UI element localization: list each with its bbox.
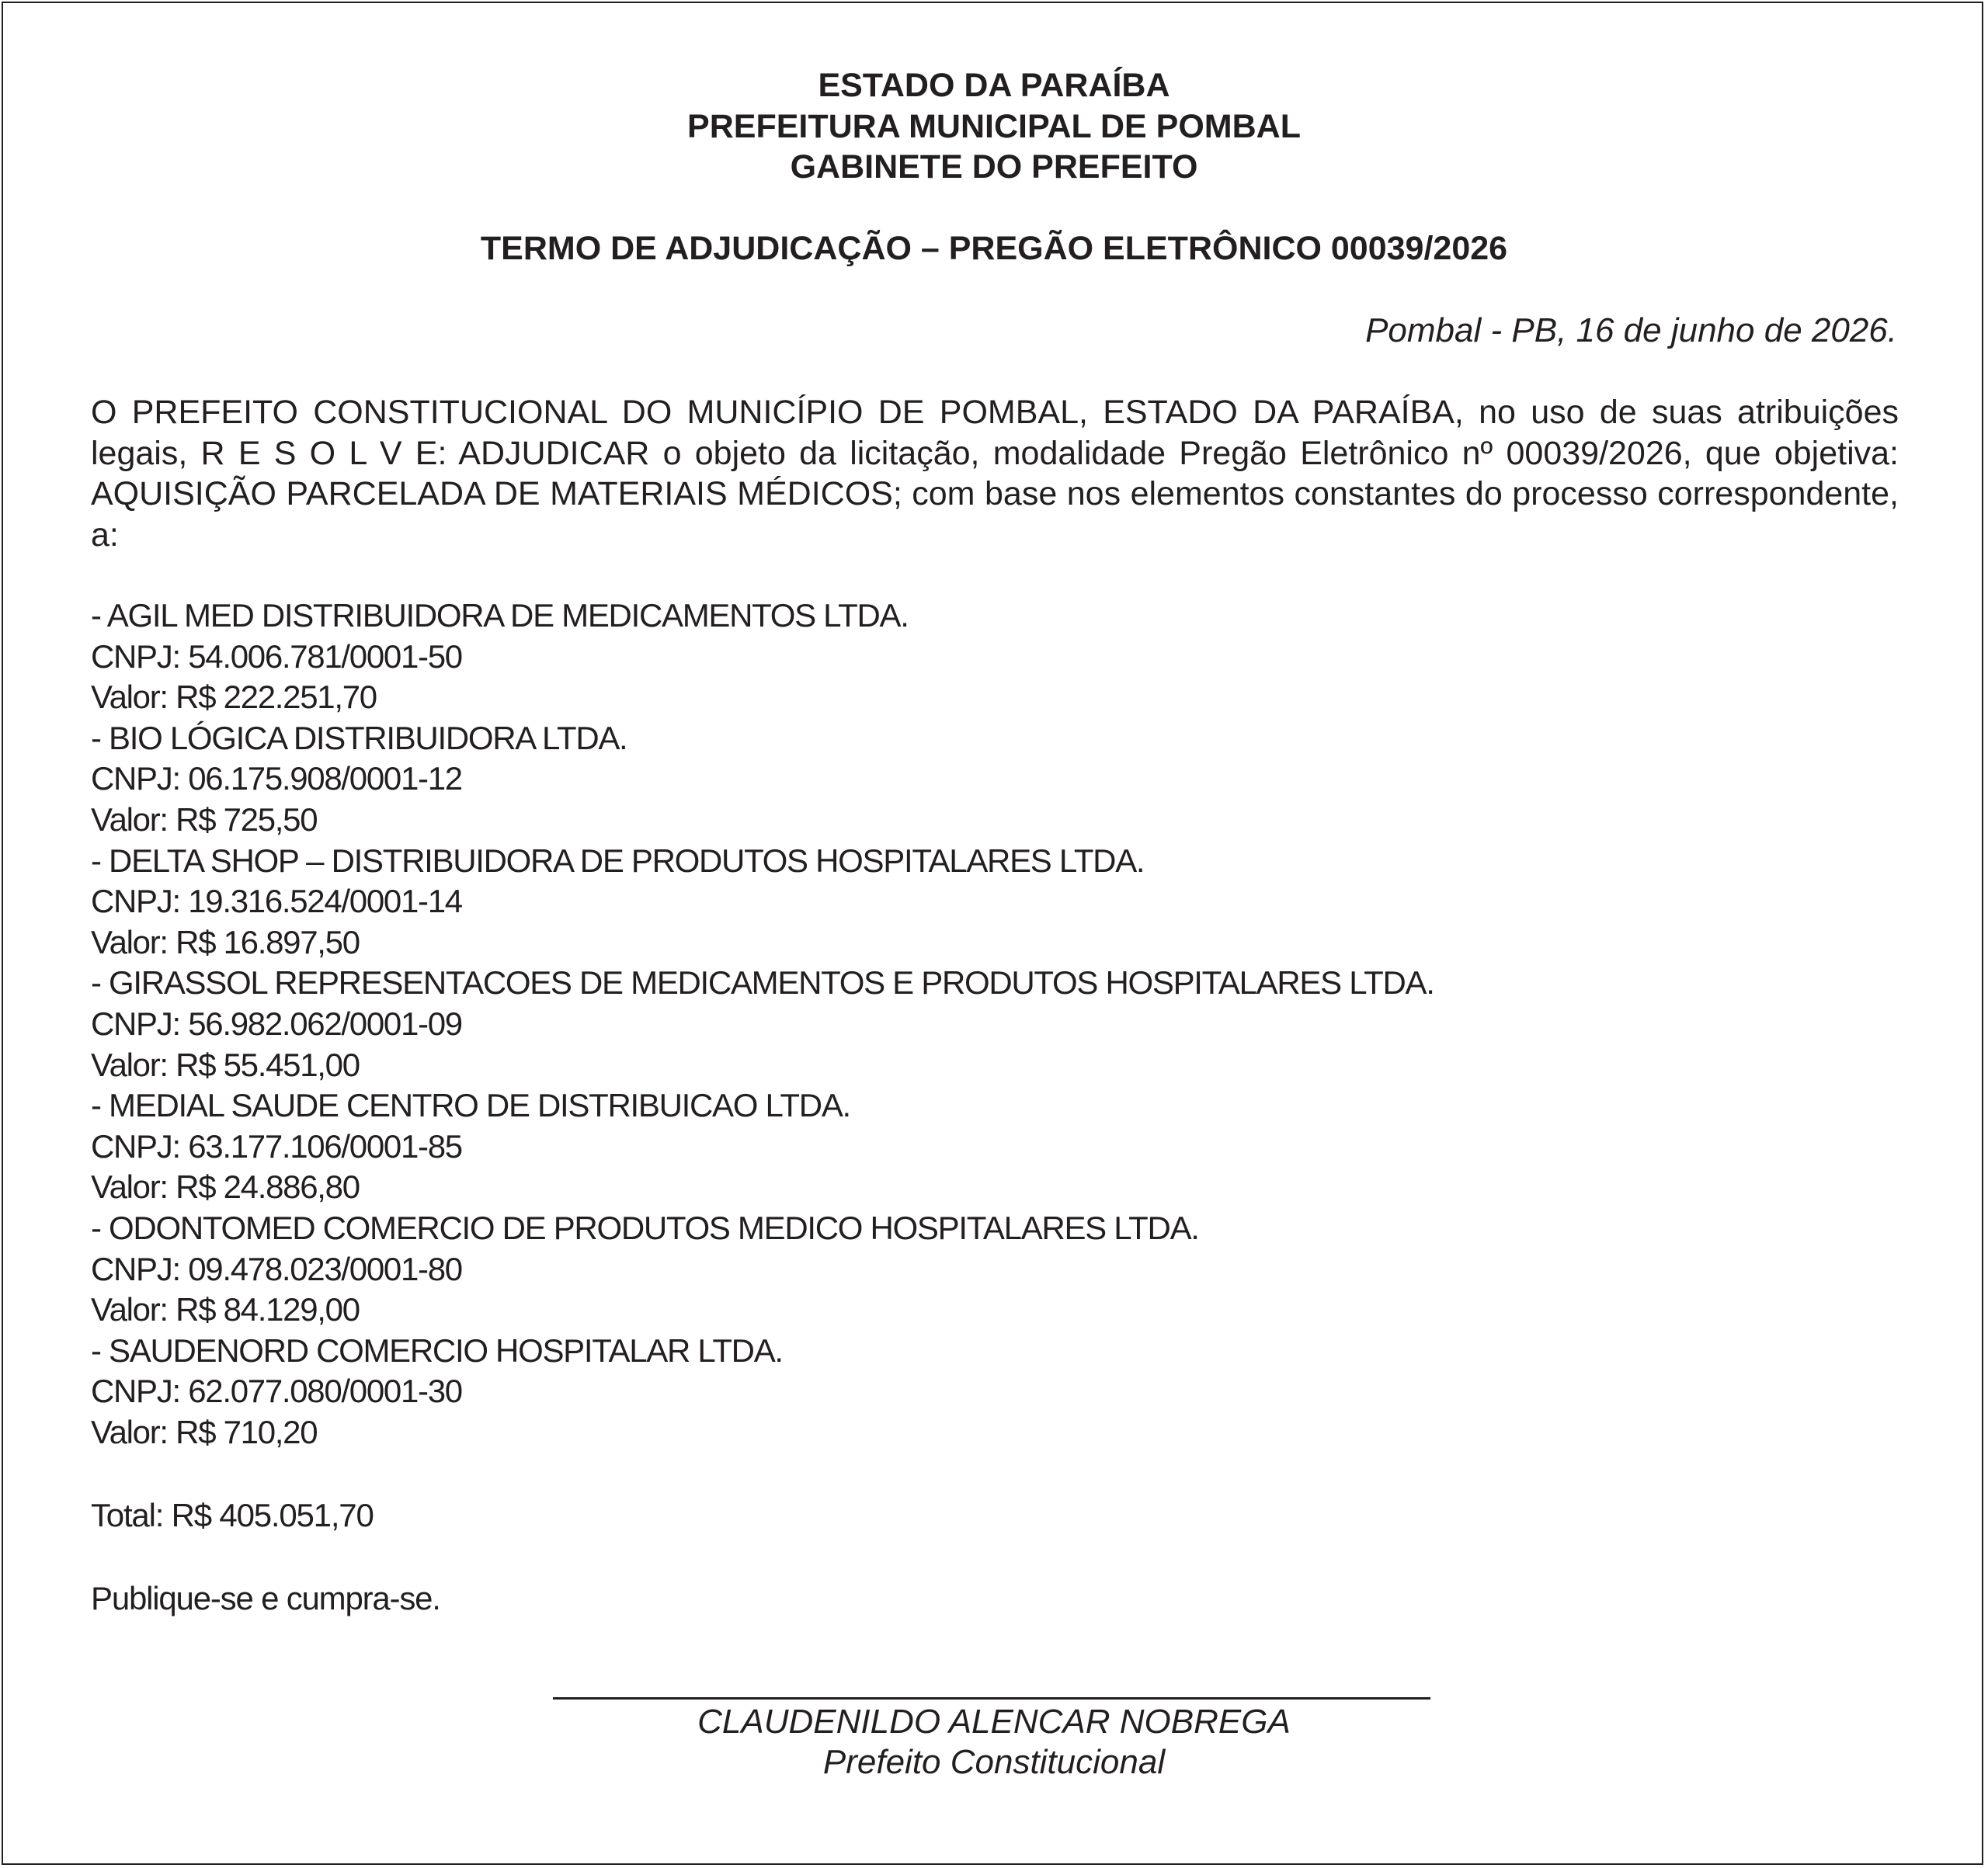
signature-line — [553, 1697, 1430, 1700]
company-entry — [91, 1331, 1899, 1453]
closing-statement: Publique-se e cumpra-se. — [91, 1580, 440, 1616]
company-valor: Valor: R$ 16.897,50 — [91, 923, 360, 960]
company-entry — [91, 963, 1899, 1085]
header-office: GABINETE DO PREFEITO — [790, 148, 1198, 186]
company-cnpj: CNPJ: 54.006.781/0001-50 — [91, 637, 462, 675]
company-cnpj: CNPJ: 63.177.106/0001-85 — [91, 1127, 462, 1165]
company-cnpj: CNPJ: 06.175.908/0001-12 — [91, 760, 462, 797]
resolution-paragraph: O PREFEITO CONSTITUCIONAL DO MUNICÍPIO DE POMBAL, ESTADO DA PARAÍBA, no uso de suas atribuições legais, R E S O L V E: ADJUDICAR o objeto da licitação, modalidade Pregão Eletrônico nº 00039/2026, que objetiva: AQUISIÇÃO PARCELADA DE MATERIAIS MÉDICOS; com base nos elementos constantes do processo correspondente, a: — [91, 394, 1899, 554]
company-valor: Valor: R$ 55.451,00 — [91, 1046, 360, 1083]
adjudicated-companies-list — [91, 595, 1899, 1453]
signatory-role: Prefeito Constitucional — [822, 1743, 1166, 1781]
document-header — [0, 65, 1988, 188]
header-state: ESTADO DA PARAÍBA — [818, 67, 1170, 104]
company-entry — [91, 841, 1899, 964]
total-value: Total: R$ 405.051,70 — [91, 1497, 374, 1533]
company-name: - ODONTOMED COMERCIO DE PRODUTOS MEDICO HOSPITALARES LTDA. — [91, 1209, 1199, 1246]
company-valor: Valor: R$ 24.886,80 — [91, 1168, 360, 1206]
company-entry — [91, 718, 1899, 841]
header-municipality: PREFEITURA MUNICIPAL DE POMBAL — [687, 107, 1301, 145]
document-title: TERMO DE ADJUDICAÇÃO – PREGÃO ELETRÔNICO 00039/2026 — [480, 230, 1508, 267]
company-cnpj: CNPJ: 09.478.023/0001-80 — [91, 1250, 462, 1287]
company-valor: Valor: R$ 710,20 — [91, 1413, 318, 1450]
company-entry — [91, 1085, 1899, 1208]
company-name: - SAUDENORD COMERCIO HOSPITALAR LTDA. — [91, 1332, 783, 1369]
company-name: - MEDIAL SAUDE CENTRO DE DISTRIBUICAO LTDA. — [91, 1087, 850, 1124]
company-name: - GIRASSOL REPRESENTACOES DE MEDICAMENTOS E PRODUTOS HOSPITALARES LTDA. — [91, 964, 1434, 1002]
company-entry — [91, 1208, 1899, 1331]
company-cnpj: CNPJ: 62.077.080/0001-30 — [91, 1373, 462, 1410]
company-valor: Valor: R$ 725,50 — [91, 800, 318, 838]
company-entry — [91, 595, 1899, 718]
company-valor: Valor: R$ 84.129,00 — [91, 1291, 360, 1328]
company-cnpj: CNPJ: 19.316.524/0001-14 — [91, 883, 462, 920]
company-cnpj: CNPJ: 56.982.062/0001-09 — [91, 1005, 462, 1042]
company-name: - BIO LÓGICA DISTRIBUIDORA LTDA. — [91, 719, 627, 756]
company-name: - DELTA SHOP – DISTRIBUIDORA DE PRODUTOS HOSPITALARES LTDA. — [91, 842, 1145, 879]
signatory-name: CLAUDENILDO ALENCAR NOBREGA — [697, 1703, 1291, 1741]
company-name: - AGIL MED DISTRIBUIDORA DE MEDICAMENTOS LTDA. — [91, 597, 909, 634]
company-valor: Valor: R$ 222.251,70 — [91, 679, 377, 716]
date-line: Pombal - PB, 16 de junho de 2026. — [1365, 311, 1897, 349]
